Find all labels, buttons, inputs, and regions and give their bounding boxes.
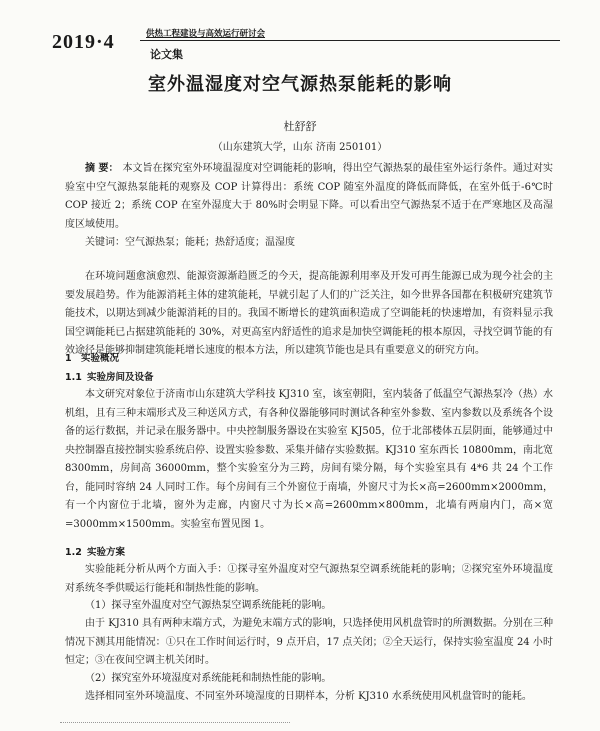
- section-heading: [65, 350, 119, 364]
- section-title: 实验概况: [81, 353, 120, 364]
- abstract: [65, 160, 553, 234]
- keywords-text: 空气源热泵；能耗；热舒适度；温湿度: [125, 237, 295, 248]
- section-title: 实验房间及设备: [87, 372, 154, 383]
- section-heading: [65, 544, 125, 558]
- abstract-text: 本文旨在探究室外环境温湿度对空调能耗的影响，得出空气源热泵的最佳室外运行条件。通过对实验室中空气源热泵能耗的观察及 COP 计算得出：系统 COP 随室外温度的降低而降低，在室外低于-6℃时 COP 接近 2；系统 COP 在室外湿度大于 80%时会明显下降。可以看出空气源热泵不适于在严寒地区及高湿度区域使用。: [65, 163, 554, 230]
- author: 杜舒舒: [283, 120, 317, 133]
- affiliation: （山东建筑大学，山东 济南 250101）: [212, 142, 388, 153]
- keywords-label: 关键词：: [85, 237, 125, 248]
- keywords: [65, 234, 553, 253]
- section-number: 1: [65, 353, 72, 364]
- section-heading: [65, 369, 154, 383]
- section-1-2-paragraph: 实验能耗分析从两个方面入手：①探寻室外温度对空气源热泵空调系统能耗的影响；②探究室外环境温度对系统冬季供暖运行能耗和制热性能的影响。: [65, 564, 553, 594]
- column-name: 论文集: [150, 48, 183, 61]
- intro-paragraph: 在环境问题愈演愈烈、能源资源渐趋匮乏的今天，提高能源利用率及开发可再生能源已成为现今社会的主要发展趋势。作为能源消耗主体的建筑能耗，早就引起了人们的广泛关注，如今世界各国都在积极研究建筑节能技术，以期达到减少能源消耗的目的。我国不断增长的建筑面积造成了空调能耗的快速增加，有资料显示我国空调能耗已占据建筑能耗的 30%，对更高室内舒适性的追求是加快空调能耗的根本原因，寻找空调节能的有效途径是能够抑制建筑能耗增长速度的根本方法，所以建筑节能也是具有重要意义的研究方向。: [65, 271, 553, 356]
- list-item: （1）探寻室外温度对空气源热泵空调系统能耗的影响。: [85, 600, 332, 611]
- header-rule: [140, 40, 560, 41]
- section-number: 1.1: [65, 372, 82, 383]
- issue-year: 2019·4: [52, 31, 115, 53]
- section-number: 1.2: [65, 547, 82, 558]
- method-paragraph: 由于 KJ310 具有两种末端方式，为避免末端方式的影响，只选择使用风机盘管时的所测数据。分别在三种情况下测其用能情况：①只在工作时间运行时，9 点开启，17 点关闭；②全天运行，保持实验室温度 24 小时恒定；③在夜间空调主机关闭时。: [65, 618, 553, 666]
- list-item: （2）探究室外环境湿度对系统能耗和制热性能的影响。: [85, 673, 332, 684]
- footer-rule: [60, 722, 290, 723]
- paper-title: 室外温湿度对空气源热泵能耗的影响: [148, 74, 452, 95]
- humidity-paragraph: 选择相同室外环境温度、不同室外环境湿度的日期样本，分析 KJ310 水系统使用风机盘管时的能耗。: [85, 691, 532, 702]
- section-1-1-paragraph: 本文研究对象位于济南市山东建筑大学科技 KJ310 室，该室朝阳，室内装备了低温空气源热泵冷（热）水机组，且有三种末端形式及三种送风方式，有各种仪器能够同时测试各种室外参数、室内参数以及系统各个设备的运行数据，并记录在服务器中。中央控制服务器设在实验室 KJ505，位于北部楼体五层阴面，能够通过中央控制器直接控制实验系统启停、设置实验参数、采集并储存实验数据。KJ310 室东西长 10800mm，南北宽 8300mm，房间高 36000mm，整个实验室分为三跨，房间有梁分隔，每个实验室具有 4*6 共 24 个工作台，能同时容纳 24 人同时工作。每个房间有三个外窗位于南墙，外窗尺寸为长×高=2600mm×2000mm，有一个内窗位于北墙，窗外为走廊，内窗尺寸为长×高=2600mm×800mm，北墙有两扇内门，高×宽=3000mm×1500mm。实验室布置见图 1。: [65, 389, 553, 530]
- abstract-label: 摘 要：: [85, 163, 119, 174]
- conference-name: 供热工程建设与高效运行研讨会: [146, 29, 266, 39]
- section-title: 实验方案: [87, 547, 126, 558]
